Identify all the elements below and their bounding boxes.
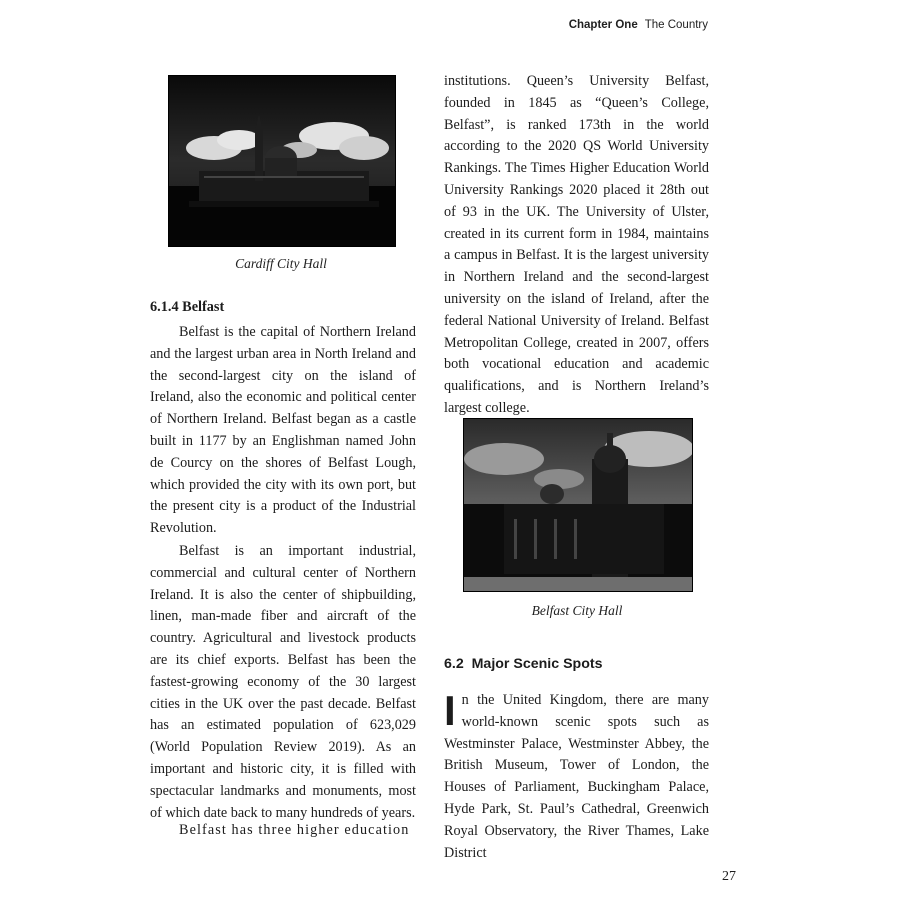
chapter-label: Chapter One xyxy=(568,19,638,31)
belfast-paragraph-1: Belfast is the capital of Northern Ireland and the largest urban area in North Ireland and the second-largest city on the island of Ireland, also the economic and political center of Northern Ireland. Belfast began as a castle built in 1177 by an Englishman named John de Courcy on the shores of Belfast Lough, which provided the city with its own port, but the present city is a product of the Industrial Revolution. xyxy=(150,324,416,537)
belfast-paragraph-2: Belfast is an important industrial, commercial and cultural center of Northern Ireland. It is also the center of shipbuilding, linen, man-made fiber and aircraft of the country. Agricultural and livestock products are its chief exports. Belfast has been the fastest-growing economy of the 30 largest cities in the UK over the past decade. Belfast has an estimated population of 623,029 (World Population Review 2019). As an important and historic city, it is filled with spectacular landmarks and monuments, most of which date back to many hundreds of years. xyxy=(150,543,416,821)
belfast-city-hall-photo xyxy=(463,418,693,592)
cardiff-city-hall-photo xyxy=(168,75,396,247)
cardiff-caption: Cardiff City Hall xyxy=(235,256,327,271)
belfast-caption: Belfast City Hall xyxy=(531,603,623,618)
scenic-text: n the United Kingdom, there are many world-known scenic spots such as Westminster Palace, Westminster Abbey, the British Museum, Tower of London, the Houses of Parliament, Buckingham Palace, Hyde Park, St. Paul’s Cathedral, Greenwich Royal Observatory, the River Thames, Lake District xyxy=(444,692,709,861)
page-number: 27 xyxy=(722,869,736,884)
running-header xyxy=(569,19,708,31)
section-heading-belfast: 6.1.4 Belfast xyxy=(150,299,225,315)
belfast-paragraph-3: Belfast has three higher education xyxy=(179,822,410,838)
chapter-title: The Country xyxy=(644,19,708,31)
belfast-city-hall-image xyxy=(464,419,692,591)
dropcap-letter: I xyxy=(444,687,456,734)
scenic-paragraph xyxy=(444,687,709,864)
section-heading-scenic: 6.2 Major Scenic Spots xyxy=(444,656,603,672)
cardiff-city-hall-image xyxy=(169,76,395,246)
belfast-paragraph-continued: institutions. Queen’s University Belfast, founded in 1845 as “Queen’s College, Belfast”, is ranked 173th in the world according to the 2020 QS World University Rankings. The Times Higher Education World University Rankings 2020 placed it 28th out of 93 in the UK. The University of Ulster, created in its current form in 1984, maintains a campus in Belfast. It is the largest university in Northern Ireland and the second-largest university on the island of Ireland, after the federal National University of Ireland. Belfast Metropolitan College, created in 2007, offers both vocational education and academic qualifications, and is Northern Ireland’s largest college. xyxy=(444,73,709,416)
